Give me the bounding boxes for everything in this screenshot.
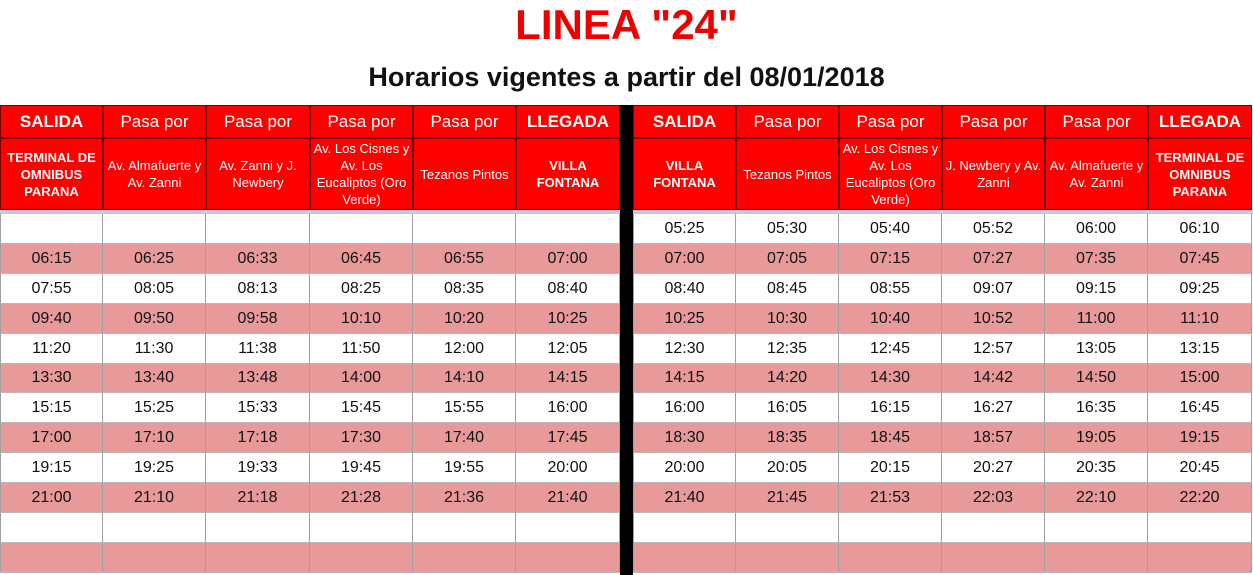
table-cell: 15:15 xyxy=(0,393,103,423)
header-cell: SALIDA xyxy=(633,105,736,138)
table-cell: 17:45 xyxy=(516,423,620,453)
table-cell: 06:55 xyxy=(413,244,516,274)
table-cell: 20:00 xyxy=(633,453,736,483)
table-cell: 18:45 xyxy=(839,423,942,453)
table-cell: 20:27 xyxy=(942,453,1045,483)
table-cell: 16:00 xyxy=(516,393,620,423)
table-cell: 16:35 xyxy=(1045,393,1148,423)
header-stop-cell: Av. Almafuerte y Av. Zanni xyxy=(1045,138,1148,210)
table-cell: 07:00 xyxy=(516,244,620,274)
table-cell xyxy=(516,513,620,543)
table-cell: 21:40 xyxy=(516,483,620,513)
table-cell xyxy=(1045,543,1148,573)
table-cell: 10:30 xyxy=(736,304,839,334)
table-cell xyxy=(516,214,620,244)
table-cell: 19:33 xyxy=(206,453,310,483)
table-cell xyxy=(206,214,310,244)
table-cell: 08:35 xyxy=(413,274,516,304)
table-cell: 14:00 xyxy=(310,364,413,393)
header-cell: Pasa por xyxy=(103,105,206,138)
table-cell: 19:05 xyxy=(1045,423,1148,453)
table-cell xyxy=(413,543,516,573)
table-cell xyxy=(103,513,206,543)
table-cell: 17:30 xyxy=(310,423,413,453)
table-cell: 19:15 xyxy=(1148,423,1252,453)
header-cell: Pasa por xyxy=(839,105,942,138)
table-cell: 10:52 xyxy=(942,304,1045,334)
table-cell xyxy=(0,513,103,543)
table-cell: 19:25 xyxy=(103,453,206,483)
table-cell: 10:10 xyxy=(310,304,413,334)
table-cell: 21:53 xyxy=(839,483,942,513)
header-cell: Pasa por xyxy=(1045,105,1148,138)
table-cell xyxy=(310,214,413,244)
table-cell: 17:00 xyxy=(0,423,103,453)
table-cell: 11:00 xyxy=(1045,304,1148,334)
table-cell xyxy=(206,543,310,573)
table-cell: 18:35 xyxy=(736,423,839,453)
header-stop-cell: J. Newbery y Av. Zanni xyxy=(942,138,1045,210)
table-cell: 11:50 xyxy=(310,334,413,364)
table-cell: 08:55 xyxy=(839,274,942,304)
table-cell: 12:45 xyxy=(839,334,942,364)
table-cell: 21:40 xyxy=(633,483,736,513)
direction-separator xyxy=(620,105,633,575)
table-cell: 17:18 xyxy=(206,423,310,453)
table-cell: 10:20 xyxy=(413,304,516,334)
table-cell: 16:05 xyxy=(736,393,839,423)
header-cell: SALIDA xyxy=(0,105,103,138)
table-cell xyxy=(1045,513,1148,543)
table-cell: 09:15 xyxy=(1045,274,1148,304)
header-cell: Pasa por xyxy=(942,105,1045,138)
header-stop-cell: Av. Los Cisnes y Av. Los Eucaliptos (Oro Verde) xyxy=(310,138,413,210)
table-cell: 12:57 xyxy=(942,334,1045,364)
table-cell xyxy=(310,513,413,543)
table-cell xyxy=(0,214,103,244)
header-stop-cell: VILLA FONTANA xyxy=(633,138,736,210)
table-cell: 06:00 xyxy=(1045,214,1148,244)
table-cell xyxy=(839,513,942,543)
table-cell xyxy=(103,543,206,573)
table-cell: 05:40 xyxy=(839,214,942,244)
table-cell: 12:35 xyxy=(736,334,839,364)
table-cell: 15:33 xyxy=(206,393,310,423)
table-cell: 08:25 xyxy=(310,274,413,304)
table-cell: 09:58 xyxy=(206,304,310,334)
table-cell: 13:40 xyxy=(103,364,206,393)
table-cell: 05:25 xyxy=(633,214,736,244)
header-cell: Pasa por xyxy=(310,105,413,138)
table-cell: 12:05 xyxy=(516,334,620,364)
table-cell: 10:40 xyxy=(839,304,942,334)
header-cell: LLEGADA xyxy=(1148,105,1252,138)
table-cell: 10:25 xyxy=(633,304,736,334)
table-cell: 15:45 xyxy=(310,393,413,423)
table-cell xyxy=(839,543,942,573)
table-cell: 08:13 xyxy=(206,274,310,304)
table-cell xyxy=(942,513,1045,543)
table-cell: 12:00 xyxy=(413,334,516,364)
table-cell: 05:52 xyxy=(942,214,1045,244)
table-cell: 20:15 xyxy=(839,453,942,483)
table-cell xyxy=(206,513,310,543)
table-cell: 21:45 xyxy=(736,483,839,513)
table-cell: 14:20 xyxy=(736,364,839,393)
table-cell: 08:40 xyxy=(633,274,736,304)
table-cell: 14:15 xyxy=(633,364,736,393)
table-cell xyxy=(633,543,736,573)
table-cell: 17:10 xyxy=(103,423,206,453)
table-cell: 13:30 xyxy=(0,364,103,393)
table-cell: 09:25 xyxy=(1148,274,1252,304)
table-cell: 20:35 xyxy=(1045,453,1148,483)
header-stop-cell: Av. Zanni y J. Newbery xyxy=(206,138,310,210)
header-stop-cell: Av. Almafuerte y Av. Zanni xyxy=(103,138,206,210)
table-cell: 06:33 xyxy=(206,244,310,274)
header-stop-cell: VILLA FONTANA xyxy=(516,138,620,210)
table-cell: 11:20 xyxy=(0,334,103,364)
table-cell: 14:15 xyxy=(516,364,620,393)
table-cell: 07:55 xyxy=(0,274,103,304)
table-cell: 14:10 xyxy=(413,364,516,393)
table-cell: 13:48 xyxy=(206,364,310,393)
table-cell: 07:45 xyxy=(1148,244,1252,274)
table-cell: 05:30 xyxy=(736,214,839,244)
table-cell: 21:28 xyxy=(310,483,413,513)
header-stop-cell: Tezanos Pintos xyxy=(736,138,839,210)
table-cell: 16:00 xyxy=(633,393,736,423)
table-cell: 21:00 xyxy=(0,483,103,513)
header-stop-cell: TERMINAL DE OMNIBUS PARANA xyxy=(1148,138,1252,210)
table-cell: 07:05 xyxy=(736,244,839,274)
table-cell: 06:25 xyxy=(103,244,206,274)
table-cell xyxy=(516,543,620,573)
table-cell: 10:25 xyxy=(516,304,620,334)
table-cell: 16:15 xyxy=(839,393,942,423)
table-cell: 15:25 xyxy=(103,393,206,423)
table-cell: 07:00 xyxy=(633,244,736,274)
table-cell: 21:10 xyxy=(103,483,206,513)
table-cell: 22:10 xyxy=(1045,483,1148,513)
table-cell: 09:40 xyxy=(0,304,103,334)
table-cell: 16:45 xyxy=(1148,393,1252,423)
table-cell xyxy=(103,214,206,244)
table-cell: 17:40 xyxy=(413,423,516,453)
header-cell: Pasa por xyxy=(736,105,839,138)
table-cell: 20:45 xyxy=(1148,453,1252,483)
table-cell: 07:15 xyxy=(839,244,942,274)
table-cell: 15:00 xyxy=(1148,364,1252,393)
table-cell xyxy=(1148,543,1252,573)
table-cell xyxy=(736,513,839,543)
page-subtitle: Horarios vigentes a partir del 08/01/2018 xyxy=(368,62,885,92)
table-cell: 07:27 xyxy=(942,244,1045,274)
table-cell: 21:18 xyxy=(206,483,310,513)
table-cell: 14:42 xyxy=(942,364,1045,393)
table-cell xyxy=(1148,513,1252,543)
table-cell: 20:00 xyxy=(516,453,620,483)
table-cell: 18:30 xyxy=(633,423,736,453)
header-stop-cell: Tezanos Pintos xyxy=(413,138,516,210)
table-cell: 08:45 xyxy=(736,274,839,304)
table-cell: 11:30 xyxy=(103,334,206,364)
header-cell: Pasa por xyxy=(206,105,310,138)
table-cell: 20:05 xyxy=(736,453,839,483)
table-cell: 19:15 xyxy=(0,453,103,483)
table-cell: 09:50 xyxy=(103,304,206,334)
table-cell xyxy=(736,543,839,573)
table-cell xyxy=(413,513,516,543)
table-cell: 15:55 xyxy=(413,393,516,423)
table-cell xyxy=(633,513,736,543)
table-cell xyxy=(0,543,103,573)
header-stop-cell: TERMINAL DE OMNIBUS PARANA xyxy=(0,138,103,210)
table-cell: 12:30 xyxy=(633,334,736,364)
table-cell: 06:45 xyxy=(310,244,413,274)
page-title: LINEA "24" xyxy=(515,1,738,48)
table-cell: 21:36 xyxy=(413,483,516,513)
table-cell xyxy=(942,543,1045,573)
table-cell: 09:07 xyxy=(942,274,1045,304)
table-cell: 22:03 xyxy=(942,483,1045,513)
header-cell: Pasa por xyxy=(413,105,516,138)
header-cell: LLEGADA xyxy=(516,105,620,138)
table-cell: 18:57 xyxy=(942,423,1045,453)
table-cell: 07:35 xyxy=(1045,244,1148,274)
table-cell: 19:45 xyxy=(310,453,413,483)
header-stop-cell: Av. Los Cisnes y Av. Los Eucaliptos (Oro Verde) xyxy=(839,138,942,210)
table-cell: 06:10 xyxy=(1148,214,1252,244)
table-cell: 13:15 xyxy=(1148,334,1252,364)
table-cell: 11:38 xyxy=(206,334,310,364)
table-cell: 14:30 xyxy=(839,364,942,393)
table-cell: 22:20 xyxy=(1148,483,1252,513)
table-cell: 11:10 xyxy=(1148,304,1252,334)
table-cell: 08:40 xyxy=(516,274,620,304)
table-cell: 14:50 xyxy=(1045,364,1148,393)
table-cell: 16:27 xyxy=(942,393,1045,423)
table-cell xyxy=(310,543,413,573)
table-cell: 19:55 xyxy=(413,453,516,483)
table-cell: 13:05 xyxy=(1045,334,1148,364)
table-cell: 08:05 xyxy=(103,274,206,304)
table-cell: 06:15 xyxy=(0,244,103,274)
table-cell xyxy=(413,214,516,244)
